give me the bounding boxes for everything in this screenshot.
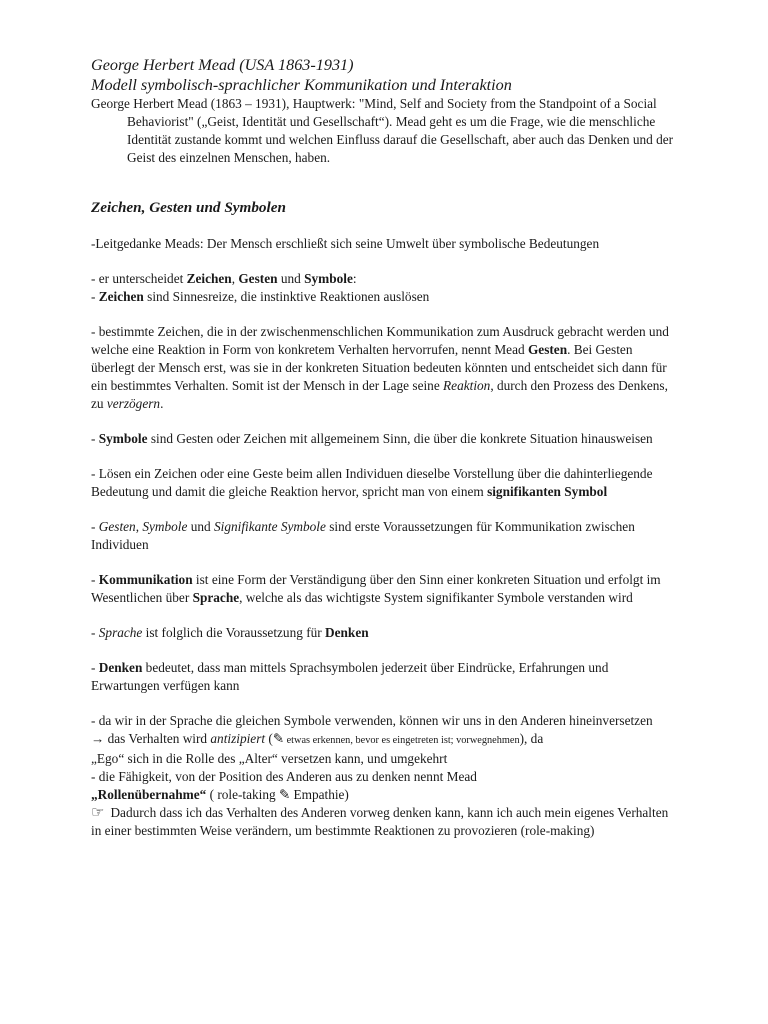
text-segment: sind Sinnesreize, die instinktive Reaktionen auslösen	[143, 289, 430, 304]
text-segment: :	[352, 271, 357, 286]
paragraph-sprache	[91, 624, 676, 642]
text-segment: -	[91, 431, 99, 446]
term-zeichen: Zeichen	[186, 271, 232, 286]
paragraph-signifikantes-symbol	[91, 465, 676, 501]
text-segment: -	[91, 625, 99, 640]
text-segment: sind erste Voraussetzungen für Kommunikation zwischen Individuen	[91, 519, 635, 552]
text-segment: -	[91, 660, 99, 675]
document-page	[91, 55, 676, 840]
text-segment: ( role-taking	[206, 787, 279, 802]
paragraph-role-making	[91, 804, 676, 840]
term-zeichen: Zeichen	[98, 289, 144, 304]
text-segment: , durch den Prozess des Denkens, zu	[91, 378, 668, 411]
document-subtitle: Modell symbolisch-sprachlicher Kommunikation und Interaktion	[91, 76, 512, 94]
text-segment: und	[277, 271, 305, 286]
text-segment: -	[91, 289, 99, 304]
pencil-icon: ✎	[279, 787, 291, 802]
term-gesten: Gesten	[527, 342, 568, 357]
term-antizipiert: antizipiert	[210, 731, 266, 746]
paragraph-zeichen	[91, 288, 676, 306]
paragraph-faehigkeit: - die Fähigkeit, von der Position des Anderen aus zu denken nennt Mead	[91, 769, 477, 784]
term-signifikante-symbole: Signifikante Symbole	[214, 519, 326, 534]
term-symbole: Symbole	[304, 271, 353, 286]
paragraph-kommunikation	[91, 571, 676, 607]
text-segment: (	[265, 731, 273, 746]
text-segment: - Lösen ein Zeichen oder eine Geste beim allen Individuen dieselbe Vorstellung über die dahinterliegende Bedeutung und damit die gleiche Reaktion hervor, spricht man von einem	[91, 466, 653, 499]
text-segment: ist folglich die Voraussetzung für	[142, 625, 326, 640]
paragraph-unterscheidung	[91, 270, 676, 288]
term-reaktion: Reaktion	[443, 378, 491, 393]
paragraph-gesten	[91, 323, 676, 413]
text-segment: -	[91, 519, 99, 534]
term-sprache: Sprache	[192, 590, 240, 605]
term-rollenuebernahme: „Rollenübernahme“	[91, 787, 207, 802]
term-gesten: Gesten	[98, 519, 136, 534]
term-verzoegern: verzögern	[106, 396, 161, 411]
term-symbole: Symbole	[142, 519, 188, 534]
text-segment: . Bei Gesten überlegt der Mensch erst, was sie in der konkreten Situation bedeuten könnten und entscheidet sich dann für ein bestimmtes Verhalten. Somit ist der Mensch in der Lage seine	[91, 342, 667, 393]
paragraph-leitgedanke: -Leitgedanke Meads: Der Mensch erschließt sich seine Umwelt über symbolische Bedeutungen	[91, 236, 600, 251]
text-segment: das Verhalten wird	[104, 731, 211, 746]
term-signifikantes-symbol: signifikanten Symbol	[487, 484, 608, 499]
text-segment: bedeutet, dass man mittels Sprachsymbolen jederzeit über Eindrücke, Erfahrungen und Erwartungen verfügen kann	[91, 660, 609, 693]
text-segment: und	[187, 519, 214, 534]
text-segment: - bestimmte Zeichen, die in der zwischenmenschlichen Kommunikation zum Ausdruck gebracht werden und welche eine Reaktion in Form von konkretem Verhalten hervorrufen, nennt Mead	[91, 324, 669, 357]
text-segment: ,	[135, 519, 143, 534]
intro-paragraph: George Herbert Mead (1863 – 1931), Hauptwerk: "Mind, Self and Society from the Standpoint of a Social Behaviorist" („Geist, Identität und Gesellschaft“). Mead geht es um die Frage, wie die menschliche Identität zustande kommt und welchen Einfluss darauf die Gesellschaft, aber auch das Denken und der Geist des einzelnen Menschen, haben.	[91, 96, 674, 165]
pencil-icon: ✎	[272, 731, 284, 746]
pointing-hand-icon: ☞	[91, 805, 105, 821]
text-segment: -	[91, 572, 99, 587]
text-segment: Dadurch dass ich das Verhalten des Anderen vorweg denken kann, kann ich auch mein eigenes Verhalten in einer bestimmten Weise verändern, um bestimmte Reaktionen zu provozieren (role-making)	[91, 805, 669, 838]
section-heading: Zeichen, Gesten und Symbolen	[91, 199, 286, 216]
text-segment: ), da	[519, 731, 544, 746]
paragraph-hineinversetzen: - da wir in der Sprache die gleichen Symbole verwenden, können wir uns in den Anderen hineinversetzen	[91, 713, 653, 728]
paragraph-symbole	[91, 430, 676, 448]
term-sprache: Sprache	[98, 625, 143, 640]
text-segment: .	[160, 396, 164, 411]
text-segment: - er unterscheidet	[91, 271, 187, 286]
text-segment: sind Gesten oder Zeichen mit allgemeinem Sinn, die über die konkrete Situation hinausweisen	[147, 431, 653, 446]
term-denken: Denken	[325, 625, 369, 640]
document-title: George Herbert Mead (USA 1863-1931)	[91, 56, 354, 74]
term-symbole: Symbole	[98, 431, 148, 446]
text-segment: ist eine Form der Verständigung über den Sinn einer konkreten Situation und erfolgt im Wesentlichen über	[91, 572, 661, 605]
term-denken: Denken	[98, 660, 143, 675]
definition-note: etwas erkennen, bevor es eingetreten ist; vorwegnehmen	[284, 735, 520, 746]
paragraph-ego-alter: „Ego“ sich in die Rolle des „Alter“ versetzen kann, und umgekehrt	[91, 751, 448, 766]
term-kommunikation: Kommunikation	[98, 572, 193, 587]
term-gesten: Gesten	[238, 271, 278, 286]
paragraph-rollenuebernahme	[91, 786, 676, 804]
arrow-right-icon: →	[91, 731, 105, 746]
text-segment: ,	[231, 271, 239, 286]
text-segment: Empathie)	[290, 787, 349, 802]
paragraph-voraussetzungen	[91, 518, 676, 554]
paragraph-antizipiert	[91, 730, 676, 750]
text-segment: , welche als das wichtigste System signifikanter Symbole verstanden wird	[239, 590, 633, 605]
paragraph-denken	[91, 659, 676, 695]
